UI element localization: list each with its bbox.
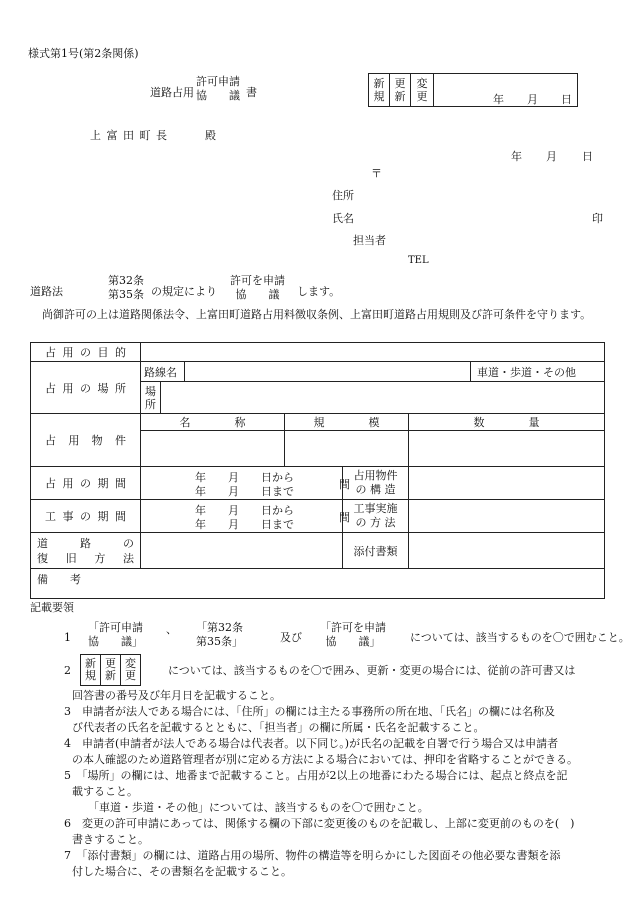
period-from: 年 月 日から — [195, 471, 294, 484]
route-name-field[interactable] — [185, 362, 471, 382]
statement-law: 道路法 — [30, 285, 63, 298]
form-number: 様式第1号(第2条関係) — [28, 47, 139, 60]
attachments-field[interactable] — [409, 533, 605, 569]
title-option-consult: 協 議 — [196, 89, 240, 102]
note-1: 1 「許可申請 協 議」 、 「第32条 第35条」 及び 「許可を申請 協 議」 については、該当するものを〇で囲むこと。 — [64, 621, 630, 648]
status-box — [368, 73, 578, 107]
objects-label: 占 用 物 件 — [31, 414, 141, 467]
place-field[interactable] — [161, 382, 605, 414]
note-2: 2 新 規 更 新 変 更 については、該当するものを〇で囲み、更新・変更の場合には、従前の許可書又は — [30, 654, 610, 688]
status-date-month: 月 — [527, 93, 538, 106]
statement-option-consult: 協 議 — [235, 288, 280, 301]
work-period-from: 年 月 日から — [195, 504, 294, 517]
col-scale-header: 規 模 — [285, 414, 409, 431]
note-6: 6 変更の許可申請にあっては、関係する欄の下部に変更後のものを記載し、上部に変更前のものを( ) — [64, 817, 575, 830]
statement-end: します。 — [297, 285, 341, 298]
col-quantity-header: 数 量 — [409, 414, 605, 431]
instructions: 記載要領 1 「許可申請 協 議」 、 「第32条 第35条」 及び 「許可を申請 協 議」 については、該当するものを〇で囲むこと。 2 新 規 更 新 変 更 については、該当するものを〇で囲み、更新・変更の場合には、従前の許可書又は 回答書の番号及び年月日を記載すること。 3 申請者が法人である場合には、「住所」の欄には主たる事務所の所在地、「氏名」の欄には名称及 び代表者の氏名を記載するとともに、「担当者」の欄に所属・氏名を記載すること。 4 申請者(申請者が法人である場合は代表者。以下同じ。)が氏名の記載を自署で行う場合又は申請者 の本人確認のため道路管理者が別に定める方法による場合においては、押印を省略することができる。 5 「場所」の欄には、地番まで記載すること。占用が2以上の地番にわたる場合には、起点と終点を記 載すること。 「車道・歩道・その他」については、該当するものを〇で囲むこと。 6 変更の許可申請にあっては、関係する欄の下部に変更後のものを記載し、上部に変更前のものを( ) 書きすること。 7 「添付書類」の欄には、道路占用の場所、物件の構造等を明らかにした図面その他必要な書類を添 付した場合に、その書類名を記載すること。 — [30, 601, 630, 878]
status-date-day: 日 — [561, 93, 572, 106]
title-prefix: 道路占用 — [150, 86, 194, 99]
object-quantity-field[interactable] — [409, 431, 605, 467]
name-label: 氏名 — [332, 212, 354, 225]
instructions-heading: 記載要領 — [30, 601, 74, 614]
note-2-status-box: 新 規 更 新 変 更 — [80, 654, 141, 686]
tel-label: TEL — [408, 255, 429, 266]
article-35: 第35条 — [108, 288, 144, 301]
purpose-field[interactable] — [141, 343, 605, 362]
note-5: 5 「場所」の欄には、地番まで記載すること。占用が2以上の地番にわたる場合には、起点と終点を記 — [64, 769, 568, 782]
purpose-label: 占 用 の 目 的 — [31, 343, 141, 362]
restore-field[interactable] — [141, 533, 343, 569]
note-3: 3 申請者が法人である場合には、「住所」の欄には主たる事務所の所在地、「氏名」の欄には名称及 — [64, 705, 555, 718]
application-table — [30, 342, 605, 599]
object-name-field[interactable] — [141, 431, 285, 467]
place-label: 場 所 — [141, 382, 161, 414]
period-to: 年 月 日まで — [195, 485, 294, 498]
structure-field[interactable] — [409, 467, 605, 500]
note-4: 4 申請者(申請者が法人である場合は代表者。以下同じ。)が氏名の記載を自署で行う場合又は申請者 — [64, 737, 559, 750]
work-period-field[interactable] — [141, 500, 350, 533]
applicant-date-year: 年 — [511, 150, 522, 163]
col-name-header: 名 称 — [141, 414, 285, 431]
work-period-interval: 間 — [339, 511, 350, 524]
method-field[interactable] — [409, 500, 605, 533]
statement-pledge: 尚御許可の上は道路関係法令、上富田町道路占用料徴収条例、上富田町道路占用規則及び許可条件を守ります。 — [42, 308, 592, 321]
object-scale-field[interactable] — [285, 431, 409, 467]
route-name-label: 路線名 — [141, 362, 185, 382]
postal-mark: 〒 — [371, 167, 382, 180]
attachments-label: 添付書類 — [343, 533, 409, 569]
restore-label: 道 路 の 復 旧 方 法 — [31, 533, 141, 569]
remarks-cell[interactable] — [31, 569, 605, 599]
remarks-label: 備 考 — [37, 573, 81, 586]
note-7: 7 「添付書類」の欄には、道路占用の場所、物件の構造等を明らかにした図面その他必要な書類を添 — [64, 849, 561, 862]
period-field[interactable] — [141, 467, 350, 500]
addressee-name: 上 富 田 町 長 — [90, 129, 168, 142]
structure-label: 占用物件 の 構 造 — [343, 467, 409, 500]
statement-option-permit: 許可を申請 — [230, 274, 285, 287]
status-change: 変 更 — [411, 74, 434, 106]
article-32: 第32条 — [108, 274, 144, 287]
statement-articles — [108, 274, 144, 302]
addressee-honorific: 殿 — [205, 129, 216, 142]
title-options — [196, 75, 240, 103]
location-label: 占 用 の 場 所 — [31, 362, 141, 414]
period-interval: 間 — [339, 478, 350, 491]
status-renew: 更 新 — [390, 74, 411, 106]
statement-options — [230, 274, 285, 302]
applicant-date-day: 日 — [582, 150, 593, 163]
road-type-options[interactable]: 車道・歩道・その他 — [471, 362, 605, 382]
work-period-to: 年 月 日まで — [195, 518, 294, 531]
seal-mark: 印 — [592, 212, 603, 225]
status-new: 新 規 — [369, 74, 390, 106]
title-suffix: 書 — [246, 86, 257, 99]
address-label: 住所 — [332, 189, 354, 202]
method-label: 工事実施 の 方 法 — [343, 500, 409, 533]
status-date-year: 年 — [493, 93, 504, 106]
statement-middle: の規定により — [151, 285, 217, 298]
title-option-permit: 許可申請 — [196, 75, 240, 88]
applicant-date-month: 月 — [546, 150, 557, 163]
period-label: 占 用 の 期 間 — [31, 467, 141, 500]
contact-label: 担当者 — [353, 234, 386, 247]
work-period-label: 工 事 の 期 間 — [31, 500, 141, 533]
